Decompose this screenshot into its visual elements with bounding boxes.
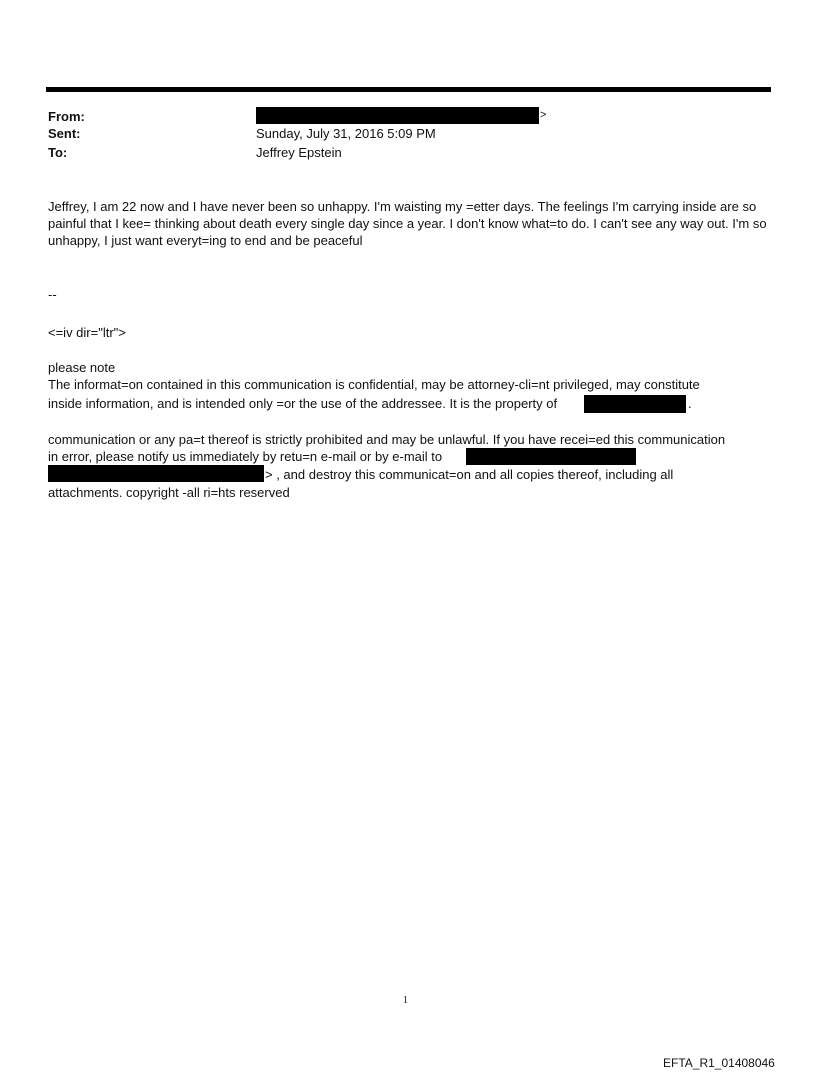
message-body: Jeffrey, I am 22 now and I have never been so unhappy. I'm waisting my =etter days. The feelings I'm carrying inside are so painful that I kee= thinking about death every single day since a year. I don't know what=to do. I can't see any way out. I'm so unhappy, I just want everyt=ing to end and be peaceful: [48, 199, 767, 248]
redacted-email-2: [48, 465, 264, 482]
html-fragment-text: <=iv dir="ltr">: [48, 325, 126, 340]
header-rule: [46, 87, 771, 92]
from-label: From:: [48, 109, 85, 124]
disclaimer-line-2: inside information, and is intended only =or the use of the addressee. It is the property of: [48, 396, 558, 411]
disclaimer-line-4: in error, please notify us immediately by retu=n e-mail or by e-mail to: [48, 449, 443, 464]
disclaimer-line-2-end: .: [688, 396, 692, 411]
sent-value: Sunday, July 31, 2016 5:09 PM: [256, 126, 436, 141]
redacted-sender: [256, 107, 539, 124]
disclaimer-line-5: > , and destroy this communicat=on and all copies thereof, including all: [265, 467, 674, 482]
to-value: Jeffrey Epstein: [256, 145, 342, 160]
note-heading: please note: [48, 360, 116, 375]
disclaimer-line-6: attachments. copyright -all ri=hts reserved: [48, 485, 290, 500]
signature-separator: --: [48, 287, 57, 302]
disclaimer-line-3: communication or any pa=t thereof is strictly prohibited and may be unlawful. If you have recei=ed this communication: [48, 432, 726, 447]
page-number: 1: [403, 995, 408, 1006]
to-label: To:: [48, 145, 68, 160]
document-id: EFTA_R1_01408046: [663, 1056, 775, 1070]
redacted-company: [584, 395, 686, 413]
sent-label: Sent:: [48, 126, 81, 141]
from-suffix: >: [540, 109, 547, 121]
disclaimer-line-1: The informat=on contained in this communication is confidential, may be attorney-cli=nt privileged, may constitute: [48, 377, 700, 392]
redacted-email-1: [466, 448, 636, 465]
